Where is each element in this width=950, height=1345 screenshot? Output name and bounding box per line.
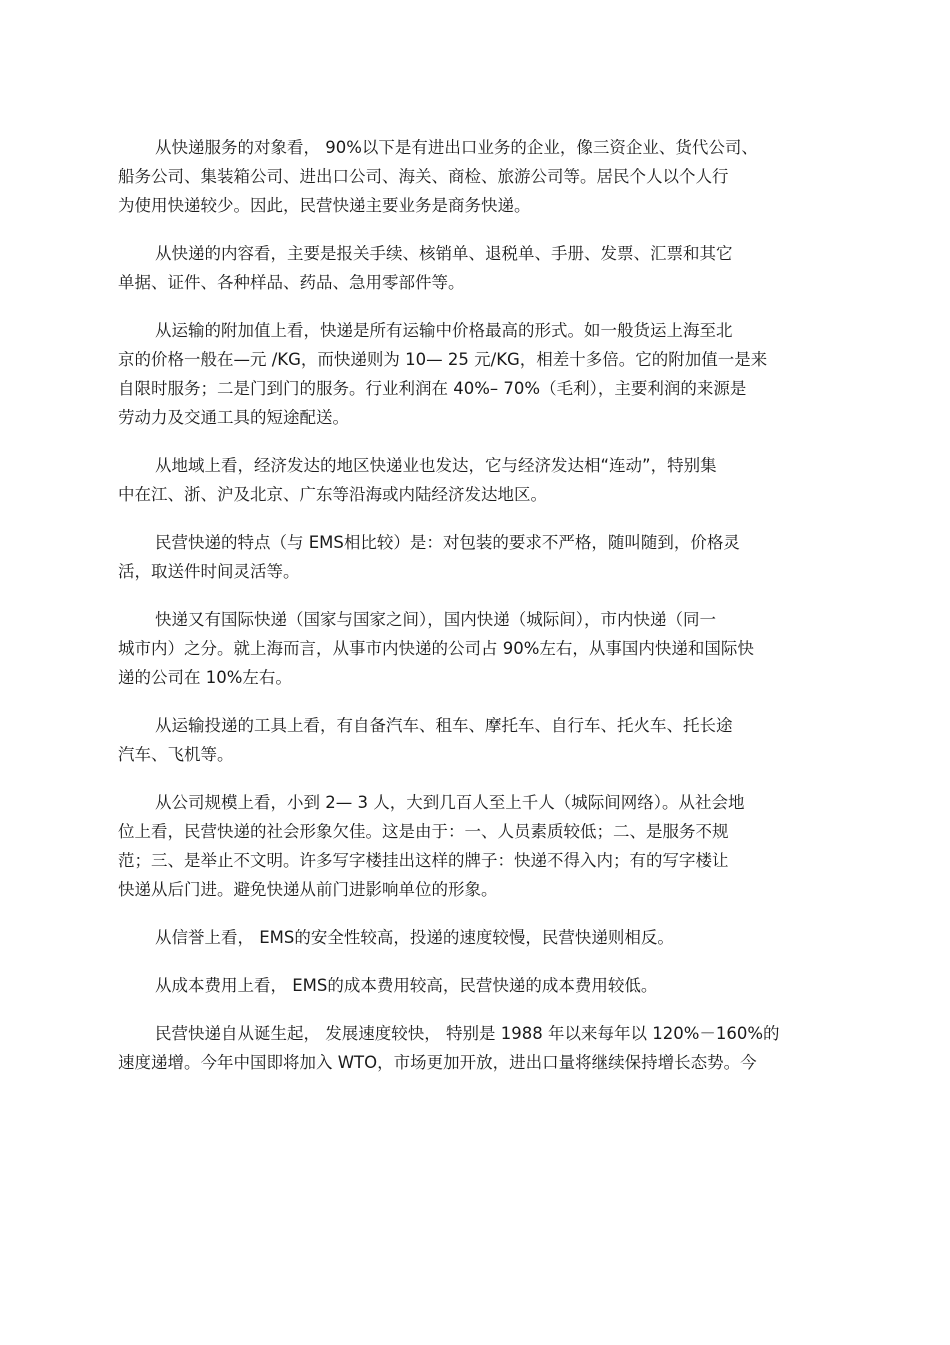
paragraph-line: 中在江、浙、沪及北京、广东等沿海或内陆经济发达地区。 bbox=[118, 485, 547, 504]
paragraph bbox=[118, 451, 838, 509]
paragraph bbox=[118, 528, 838, 586]
paragraph-line: 从地域上看，经济发达的地区快递业也发达，它与经济发达相“连动”，特别集 bbox=[155, 456, 717, 475]
paragraph-line: 城市内）之分。就上海而言，从事市内快递的公司占 90%左右，从事国内快递和国际快 bbox=[118, 639, 754, 658]
paragraph-line: 民营快递的特点（与 EMS相比较）是：对包装的要求不严格，随叫随到，价格灵 bbox=[155, 533, 740, 552]
paragraph bbox=[118, 605, 838, 692]
paragraph-line: 为使用快递较少。因此，民营快递主要业务是商务快递。 bbox=[118, 196, 531, 215]
document-body bbox=[118, 133, 838, 1096]
paragraph-line: 劳动力及交通工具的短途配送。 bbox=[118, 408, 349, 427]
paragraph-line: 快递从后门进。避免快递从前门进影响单位的形象。 bbox=[118, 880, 498, 899]
paragraph-line: 位上看，民营快递的社会形象欠佳。这是由于：一、人员素质较低；二、是服务不规 bbox=[118, 822, 729, 841]
paragraph-line: 从信誉上看， EMS的安全性较高，投递的速度较慢，民营快递则相反。 bbox=[155, 928, 674, 947]
paragraph bbox=[118, 316, 838, 432]
paragraph bbox=[118, 239, 838, 297]
paragraph-line: 速度递增。今年中国即将加入 WTO，市场更加开放，进出口量将继续保持增长态势。今 bbox=[118, 1053, 757, 1072]
paragraph-line: 民营快递自从诞生起， 发展速度较快， 特别是 1988 年以来每年以 120%－160%的 bbox=[155, 1024, 780, 1043]
paragraph-line: 自限时服务；二是门到门的服务。行业利润在 40%– 70%（毛利），主要利润的来源是 bbox=[118, 379, 747, 398]
paragraph-line: 从公司规模上看，小到 2— 3 人，大到几百人至上千人（城际间网络）。从社会地 bbox=[155, 793, 745, 812]
paragraph bbox=[118, 971, 838, 1000]
paragraph-line: 快递又有国际快递（国家与国家之间），国内快递（城际间），市内快递（同一 bbox=[155, 610, 716, 629]
paragraph-line: 汽车、飞机等。 bbox=[118, 745, 234, 764]
paragraph-line: 从运输投递的工具上看，有自备汽车、租车、摩托车、自行车、托火车、托长途 bbox=[155, 716, 733, 735]
paragraph-line: 活，取送件时间灵活等。 bbox=[118, 562, 300, 581]
paragraph-line: 从快递服务的对象看， 90%以下是有进出口业务的企业，像三资企业、货代公司、 bbox=[155, 138, 758, 157]
paragraph-line: 从快递的内容看，主要是报关手续、核销单、退税单、手册、发票、汇票和其它 bbox=[155, 244, 733, 263]
paragraph-line: 范；三、是举止不文明。许多写字楼挂出这样的牌子：快递不得入内；有的写字楼让 bbox=[118, 851, 729, 870]
paragraph-line: 递的公司在 10%左右。 bbox=[118, 668, 292, 687]
paragraph-line: 从成本费用上看， EMS的成本费用较高，民营快递的成本费用较低。 bbox=[155, 976, 658, 995]
paragraph bbox=[118, 711, 838, 769]
paragraph bbox=[118, 1019, 838, 1077]
paragraph bbox=[118, 923, 838, 952]
paragraph-line: 京的价格一般在—元 /KG，而快递则为 10— 25 元/KG，相差十多倍。它的附加值一是来 bbox=[118, 350, 768, 369]
paragraph bbox=[118, 788, 838, 904]
paragraph-line: 单据、证件、各种样品、药品、急用零部件等。 bbox=[118, 273, 465, 292]
paragraph-line: 船务公司、集装箱公司、进出口公司、海关、商检、旅游公司等。居民个人以个人行 bbox=[118, 167, 729, 186]
paragraph-line: 从运输的附加值上看，快递是所有运输中价格最高的形式。如一般货运上海至北 bbox=[155, 321, 733, 340]
paragraph bbox=[118, 133, 838, 220]
